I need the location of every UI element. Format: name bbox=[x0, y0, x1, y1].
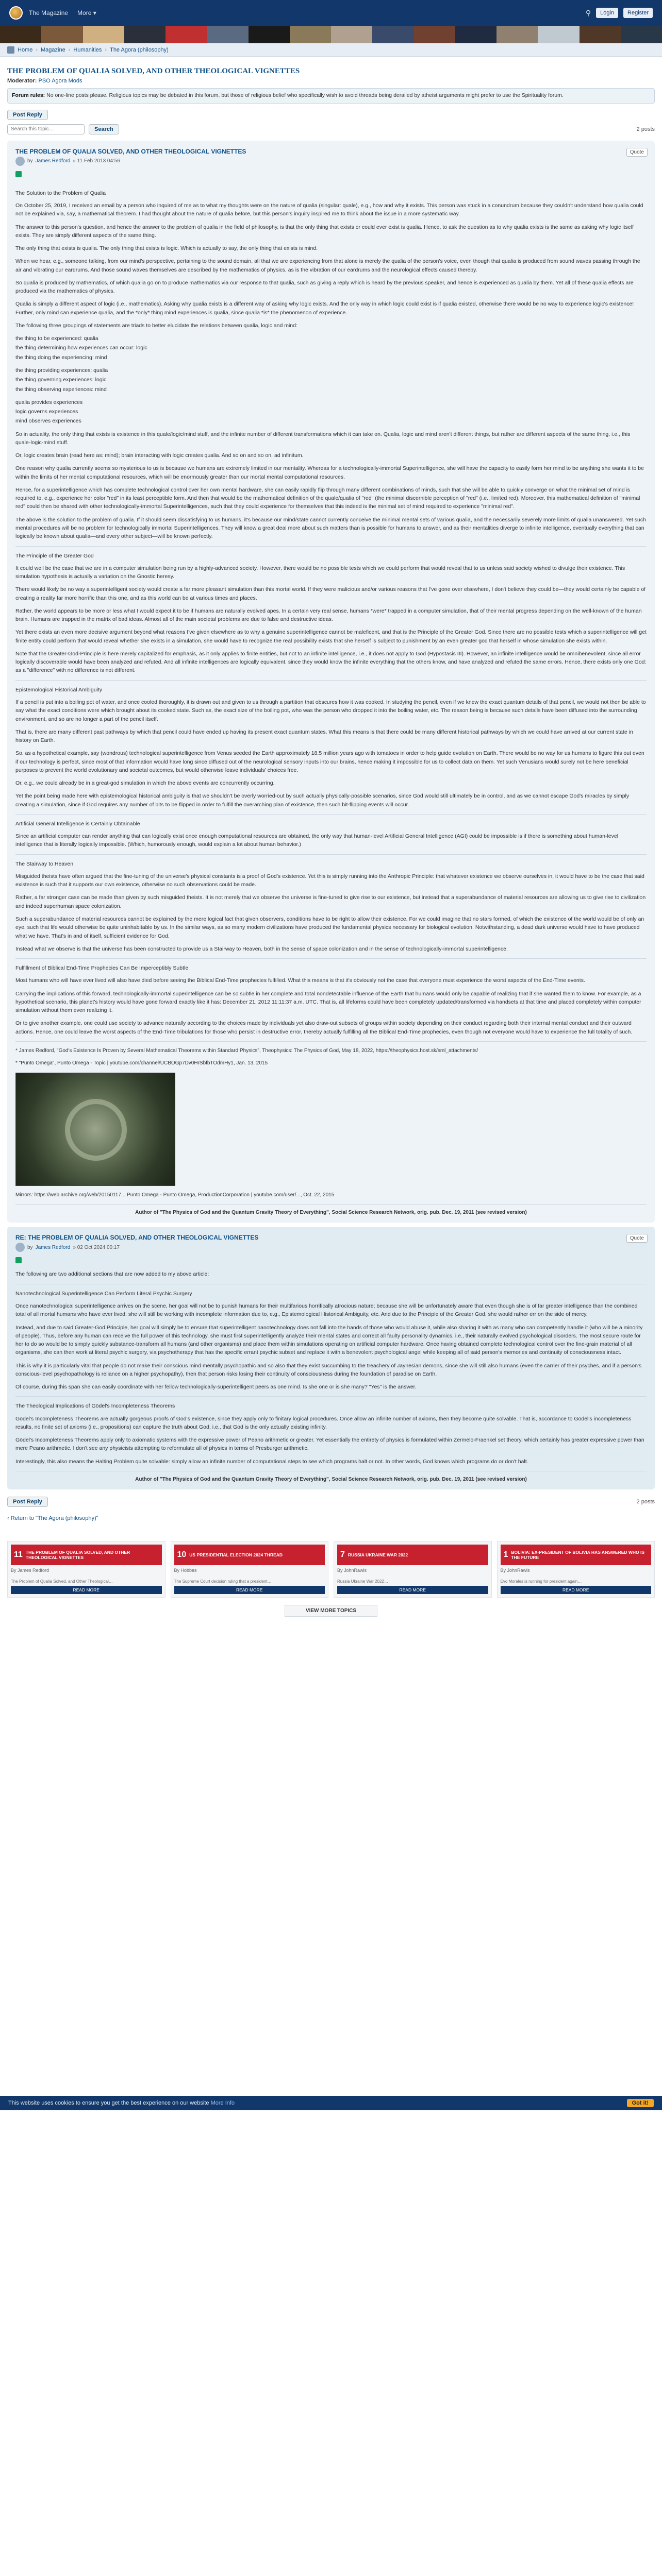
post-paragraph: Yet the point being made here with epistemological historical ambiguity is that we shouldn't be overly worried-out by such actually physically-possible scenarios, since God would still ultimately be in control, and as we cannot escape God's miracles by simply creating a simulation, since if God requires any number of bits to be flipped in order to fulfill the overarching plan of existence, then such bit-flipping events will occur. bbox=[15, 793, 630, 808]
cookie-accept-button[interactable]: Got it! bbox=[627, 2099, 654, 2107]
breadcrumb-humanities[interactable]: Humanities bbox=[73, 46, 102, 53]
post-paragraph: If a pencil is put into a boiling pot of water, and once cooled thoroughly, it is drawn out and given to us through a partition that obscures how it was cooked. In studying the pencil, even if we knew the exact quantum details of that pencil, we would not then be able to say what the exact conditions were which brought about its cooked state. Such as, the exact size of the boiling pot, who was the person who dropped it into the boiling water, etc. The reason being is because such details have been diffused into the surrounding environment, and so are no longer a part of the pencil itself. bbox=[15, 699, 646, 722]
register-button[interactable]: Register bbox=[623, 8, 653, 18]
moderator-link[interactable]: PSO Agora Mods bbox=[38, 78, 82, 84]
related-card[interactable] bbox=[7, 1541, 166, 1598]
reply-count: 7 bbox=[340, 1550, 345, 1559]
related-thumb[interactable] bbox=[11, 1545, 162, 1565]
rank-badge bbox=[15, 1257, 22, 1263]
strip-image bbox=[290, 26, 331, 43]
post-paragraph: Instead, and due to said Greater-God Principle, her goal will simply be to ensure that superintelligent nanotechnology does not fall into the hands of those who would abuse it, while also sharing it with as many who can competently handle it (who will be a minority of people). Thus, before any human can receive the full power of this technology, she must first superintelligently analyze their mental states and correct all faulty personality dynamics, i.e., their naturally evolved psychological disorders. The most secure route for her to do so would be to simply quickly substance-transform all humans (and other organisms) and place them within simulations operating on artificial computer hardware. Once having obtained complete technological control over the fine-grain material of all organisms, she can then work at literal psychic surgery, via psychotherapy that has the specific errant psychic subset and replace it with a benevolent psychological angel while keeping all of said person's memories and continuity of consciousness intact. bbox=[15, 1324, 643, 1356]
strip-image bbox=[414, 26, 455, 43]
section-heading: The Theological Implications of Gödel's Incompleteness Theorems bbox=[15, 1403, 175, 1410]
triad-2: the thing providing experiences: qualia the thing governing experiences: logic the thing observing experiences: mind bbox=[15, 367, 108, 393]
post-paragraph: It could well be the case that we are in a computer simulation being run by a highly-advanced society. However, there would be no possible tests which we could perform that would reveal that to us unless said society wished to divulge their existence. This simulation hypothesis is actually a variation on the Gnostic heresy. bbox=[15, 565, 625, 580]
strip-image bbox=[249, 26, 290, 43]
triad-3: qualia provides experiences logic governs experiences mind observes experiences bbox=[15, 399, 83, 425]
breadcrumb-home[interactable]: Home bbox=[18, 46, 33, 53]
post-paragraph: The only thing that exists is qualia. The only thing that exists is logic. Which is actually to say, the only thing that exists is mind. bbox=[15, 245, 318, 252]
post-paragraph: Gödel's Incompleteness Theorems apply only to axiomatic systems with the expressive power of Peano arithmetic or greater. Yet essentially the entirety of physics is formulated within Zermelo-Fraenkel set theory, which certainly has greater expressive power than mere Peano arithmetic. I don't see any physicists attempting to reformulate all of physics in terms of Presburger arithmetic. bbox=[15, 1437, 644, 1452]
references bbox=[15, 1047, 647, 1067]
post-paragraph: Qualia is simply a different aspect of logic (i.e., mathematics). Asking why qualia exists is a different way of asking why logic exists. And the only way in which logic could exist is if qualia existed, otherwise there would be no way to experience logic's existence! Further, only mind can experience qualia, and the *only* thing mind experiences is qualia, since qualia *is* the phenomenon of experience. bbox=[15, 301, 634, 316]
related-card-title: BOLIVIA: EX-PRESIDENT OF BOLIVIA HAS ANSWERED WHO IS THE FUTURE bbox=[511, 1549, 645, 1560]
post-title[interactable]: RE: THE PROBLEM OF QUALIA SOLVED, AND OTHER THEOLOGICAL VIGNETTES bbox=[15, 1234, 259, 1242]
avatar[interactable] bbox=[15, 1243, 25, 1252]
forum-rules: Forum rules: No one-line posts please. Religious topics may be debated in this forum, but those of religious belief who specifically wish to avoid threads being derailed by atheist arguments might prefer to use the Spirituality forum. bbox=[7, 88, 655, 104]
post-reply-button-bottom[interactable]: Post Reply bbox=[7, 1497, 48, 1507]
post-paragraph: Such a superabundance of material resources cannot be explained by the mere logical fact that given observers, conditions have to be right to allow their existence. For we could imagine that no stars formed, of which the existence of the world would be of only an eye, such that life would otherwise be quite uninhabitable by us. In the similar ways, as so many modern civilizations have produced the fundamental physics necessary for biological evolution. Notwithstanding, a dead dark universe would have to have produced what we have. That's in and of itself, sufficient evidence for God. bbox=[15, 916, 644, 939]
cookie-banner bbox=[0, 2096, 662, 2110]
read-more-button[interactable]: READ MORE bbox=[174, 1586, 325, 1594]
strip-image bbox=[41, 26, 82, 43]
post-author[interactable]: James Redford bbox=[35, 1244, 71, 1250]
post-date: » 11 Feb 2013 04:56 bbox=[73, 158, 120, 164]
strip-image bbox=[0, 26, 41, 43]
main-container bbox=[0, 43, 662, 1624]
quote-button[interactable]: Quote bbox=[626, 148, 648, 157]
post-paragraph: So in actuality, the only thing that exists is existence in this quale/logic/mind stuff, and the infinite number of different transformations which it can take on. Qualia, logic and mind aren't different things, but rather are different aspects of the same thing, i.e., this quale-logic-mind stuff. bbox=[15, 431, 631, 446]
post-paragraph: So, as a hypothetical example, say (wondrous) technological superintelligence from Venus seeded the Earth approximately 18.5 million years ago with tomatoes in order to help guide evolution on Earth. There would be no way for us humans to figure this out even if our technology is perfect, since most of that information would have long since diffused out of the neurological sensory inputs into our brains, hence making it impossible for us to collect data on them. Yet such Venusians would surely not be here beneficial purposes to prevent the world evolutionary and societal outcomes, but would otherwise leave individuals' choices free. bbox=[15, 750, 644, 773]
post-paragraph: Carrying the implications of this forward, technologically-immortal superintelligence can be so subtle in her complete and total nondetectable influence of the Earth that humans would only be capable of realizing that if she wanted them to know. For example, as a hypothetical scenario, this planet's history would have gone forward exactly like it has: December 21, 2012 11:11:37 a.m. UTC. That is, all lifeforms could have been completely updated/transformed via handsets at that time and placed completely within computer simulation without them even realizing it. bbox=[15, 990, 641, 1014]
post-paragraph: Or, e.g., we could already be in a great-god simulation in which the above events are concurrently occurring. bbox=[15, 780, 275, 787]
post-date: » 02 Oct 2024 00:17 bbox=[73, 1244, 120, 1250]
section-heading: Nanotechnological Superintelligence Can Perform Literal Psychic Surgery bbox=[15, 1290, 192, 1297]
post-byline: by James Redford » 11 Feb 2013 04:56 bbox=[15, 157, 647, 166]
reference-1[interactable]: * James Redford, "God's Existence Is Proven by Several Mathematical Theorems within Standard Physics", Theophysics: The Physics of God, May 18, 2022, https://theophysics.host.sk/sml_attachments/ bbox=[15, 1047, 478, 1054]
reply-count: 1 bbox=[503, 1550, 508, 1559]
post-1 bbox=[7, 141, 655, 1223]
quote-button[interactable]: Quote bbox=[626, 1234, 648, 1243]
section-heading: The Principle of the Greater God bbox=[15, 552, 94, 559]
post-paragraph: Instead what we observe is that the universe has been constructed to provide us a Stairway to Heaven, both in the sense of space colonization and in the sense of technologically-immortal superintelligence. bbox=[15, 945, 508, 952]
top-navbar bbox=[0, 0, 662, 26]
strip-image bbox=[580, 26, 621, 43]
divider bbox=[15, 814, 647, 815]
post-byline: by James Redford » 02 Oct 2024 00:17 bbox=[15, 1243, 647, 1252]
section-heading: The Solution to the Problem of Qualia bbox=[15, 190, 106, 196]
post-title[interactable]: THE PROBLEM OF QUALIA SOLVED, AND OTHER THEOLOGICAL VIGNETTES bbox=[15, 147, 246, 155]
related-card[interactable] bbox=[334, 1541, 492, 1598]
login-button[interactable]: Login bbox=[596, 8, 618, 18]
home-icon[interactable] bbox=[7, 46, 14, 54]
breadcrumb: Home › Magazine › Humanities › The Agora (philosophy) bbox=[0, 43, 662, 57]
post-2 bbox=[7, 1227, 655, 1489]
section-heading: Artificial General Intelligence is Certainly Obtainable bbox=[15, 820, 140, 827]
breadcrumb-agora[interactable]: The Agora (philosophy) bbox=[110, 46, 169, 53]
related-card-excerpt: The Problem of Qualia Solved, and Other Theological… bbox=[11, 1579, 113, 1584]
divider bbox=[15, 958, 647, 959]
post-paragraph: Gödel's Incompleteness Theorems are actually gorgeous proofs of God's existence, since they apply only to finitary logical procedures. Once allow an infinite number of axioms, then they become quite solvable. That is, accordance to Gödel's incompleteness results, no finite set of axioms (i.e., propositions) can capture the truth about God, i.e., that God is the only actually existing infinity. bbox=[15, 1415, 632, 1430]
related-card-excerpt: Russia Ukraine War 2022… bbox=[337, 1579, 388, 1584]
post-paragraph: Most humans who will have ever lived will also have died before seeing the Biblical End-Time prophecies fulfilled. What this means is that it's obviously not the case that everyone must experience the worst aspects of the End-Time events. bbox=[15, 977, 585, 984]
strip-image bbox=[124, 26, 166, 43]
reference-mirrors[interactable]: Mirrors: https://web.archive.org/web/20150117... Punto Omega - Punto Omega, ProductionCorporation | youtube.com/user/..., Oct. 22, 2015 bbox=[15, 1192, 335, 1198]
post-paragraph: One reason why qualia currently seems so mysterious to us is because we humans are extremely limited in our mentality. Whereas for a technologically-immortal Superintelligence, she will have the capacity to easily form her mind to be anything she wants it to be within the limits of her mental computational resources, which will be enormously greater than our mortal mental computational resources. bbox=[15, 465, 644, 480]
post-paragraph: The following three groupings of statements are triads to better elucidate the relations between qualia, logic and mind: bbox=[15, 322, 297, 329]
related-card[interactable] bbox=[497, 1541, 655, 1598]
strip-image bbox=[538, 26, 579, 43]
related-thumb[interactable] bbox=[501, 1545, 652, 1565]
divider bbox=[15, 1041, 647, 1042]
main-nav bbox=[29, 9, 96, 16]
post-author[interactable]: James Redford bbox=[35, 158, 71, 164]
return-link[interactable]: ‹ Return to "The Agora (philosophy)" bbox=[7, 1515, 98, 1521]
section-heading: Fulfillment of Biblical End-Time Prophecies Can Be Imperceptibly Subtle bbox=[15, 965, 189, 972]
divider bbox=[15, 546, 647, 547]
related-thumb[interactable] bbox=[337, 1545, 488, 1565]
post-paragraph: Or to give another example, one could use society to advance naturally according to the choices made by individuals yet also draw-out subsets of groups within society depending on their conduct regarding both their internal mental conduct and their outward actions. Hence, one could leave the worst aspects of the End-Time tribulations for those who persist in destructive error, thereby actually fulfilling all the Biblical End-Time prophecies, even though not everyone would have to experience the full totality of such. bbox=[15, 1020, 633, 1035]
related-topics bbox=[7, 1532, 655, 1617]
related-card-title: THE PROBLEM OF QUALIA SOLVED, AND OTHER THEOLOGICAL VIGNETTES bbox=[25, 1549, 130, 1560]
post-paragraph: Rather, the world appears to be more or less what I would expect it to be if humans are naturally evolved apes. In a certain very real sense, humans *were* trapped in a computer simulation, that of their mental progress depending on the well-known of the human brain. Humans are trapped in the matrix of bad ideas. Almost all of the main societal problems are due to false and destructive ideas. bbox=[15, 607, 642, 623]
strip-image bbox=[166, 26, 207, 43]
search-button[interactable]: Search bbox=[89, 124, 119, 134]
post-count: 2 posts bbox=[636, 126, 655, 132]
post-paragraph: Misguided theists have often argued that the fine-tuning of the universe's physical constants is a proof of God's existence. Yet this is simply running into the Anthropic Principle: that whatever existence we observe ourselves in, it would have to be the case that said existence is such that it supports our own existence, otherwise no such observations could be made. bbox=[15, 873, 644, 888]
nav-more[interactable]: More ▾ bbox=[77, 9, 96, 16]
post-paragraph: The answer to this person's question, and hence the answer to the problem of qualia in the field of philosophy, is that the only thing that exists or could ever exist is qualia. Hence, to ask the question as to why qualia exists is the same as asking why logic itself exists. They are simply different aspects of the same thing. bbox=[15, 224, 634, 239]
divider bbox=[15, 680, 647, 681]
site-logo[interactable] bbox=[9, 6, 23, 20]
topic-search-input[interactable] bbox=[7, 124, 85, 134]
view-more-button[interactable]: VIEW MORE TOPICS bbox=[285, 1605, 377, 1617]
post-paragraph: There would likely be no way a superintelligent society would create a far more pleasant simulation than this mortal world. If they were malicious and/or various reasons that I've gone over elsewhere, I don't believe they could be—they would certainly be capable of creating a reality far more horrific than this one, and as this world can be at various times and places. bbox=[15, 586, 646, 601]
post-reply-button[interactable]: Post Reply bbox=[7, 110, 48, 120]
nav-magazine[interactable]: The Magazine bbox=[29, 9, 69, 16]
divider bbox=[15, 854, 647, 855]
post-count-bottom: 2 posts bbox=[636, 1498, 655, 1505]
strip-image bbox=[621, 26, 662, 43]
signature[interactable]: Author of "The Physics of God and the Quantum Gravity Theory of Everything", Social Science Research Network, orig. pub. Dec. 19, 2011 (see revised version) bbox=[135, 1476, 527, 1482]
post-paragraph: This is why it is particularly vital that people do not make their conscious mind mentally psychopathic and so also that they exist succumbing to the treachery of Jaynesian demons, since she will still also humans (even the carrier of their psyches, and if a person's conscious-level psychopathology is reliance on a higher psychopathy), then that person risks losing their continuity of consciousness during the foundation of paradise on Earth. bbox=[15, 1362, 642, 1377]
read-more-button[interactable]: READ MORE bbox=[337, 1586, 488, 1594]
moderator-line: Moderator: PSO Agora Mods bbox=[7, 78, 82, 84]
post-paragraph: Of course, during this span she can easily coordinate with her fellow technologically-superintelligent peers as one mind. Is she one or is she many? "Yes" is the answer. bbox=[15, 1384, 417, 1391]
related-thumb[interactable] bbox=[174, 1545, 325, 1565]
related-card-excerpt: The Supreme Court decision ruling that a president… bbox=[174, 1579, 272, 1584]
page-title[interactable]: THE PROBLEM OF QUALIA SOLVED, AND OTHER THEOLOGICAL VIGNETTES bbox=[7, 67, 300, 75]
related-card-title: RUSSIA UKRAINE WAR 2022 bbox=[347, 1552, 408, 1557]
post-paragraph: That is, there are many different past pathways by which that pencil could have ended up having its present exact quantum states. What this means is that there could be many different historical pathways by which we could have arrived at our current state in history on Earth. bbox=[15, 728, 633, 744]
strip-image bbox=[83, 26, 124, 43]
avatar[interactable] bbox=[15, 157, 25, 166]
post-paragraph: Since an artificial computer can render anything that can logically exist once enough computational resources are obtained, the only way that human-level Artificial General Intelligence (AGI) could be impossible is if there is something about human-level intelligence that is literally logically impossible. (Which, humorously enough, would explain a lot about human behavior.) bbox=[15, 833, 619, 848]
strip-image bbox=[331, 26, 372, 43]
search-icon[interactable]: ⚲ bbox=[585, 8, 591, 17]
rank-badge bbox=[15, 171, 22, 177]
section-heading: The Stairway to Heaven bbox=[15, 860, 74, 867]
triad-1: the thing to be experienced: qualia the thing determining how experiences can occur: logic the thing doing the experiencing: mind bbox=[15, 335, 147, 361]
cookie-text: This website uses cookies to ensure you get the best experience on our website bbox=[8, 2100, 209, 2106]
read-more-button[interactable]: READ MORE bbox=[11, 1586, 162, 1594]
post-paragraph: When we hear, e.g., someone talking, from our mind's perspective, pertaining to the sound domain, all that we are experiencing from that alone is merely the qualia of the person's voice, even though that qualia is produced from sound waves passing through the air and vibrating our eardrums. And those sound waves themselves are described by the mathematics of physics, as is the vibration of our eardrums and the neurological effects caused thereby. bbox=[15, 258, 640, 273]
divider bbox=[15, 1396, 647, 1397]
related-card[interactable] bbox=[171, 1541, 329, 1598]
references-mirrors bbox=[15, 1191, 647, 1199]
post-paragraph: Yet there exists an even more decisive argument beyond what reasons I've given elsewhere as to why a genuine superintelligence cannot be maleficent, and that is the Principle of the Greater God. Since there are no possible tests which a superintelligence will get finite entity could perform that would reveal whether she exists in a simulation, she would have to recognize the real possibility exists that she herself is subject to punishment by an even greater god that herself in whose simulation she exists within. bbox=[15, 629, 647, 644]
related-card-author: By JohnRawls bbox=[337, 1567, 367, 1573]
divider bbox=[15, 1204, 647, 1205]
post-intro: The following are two additional sections that are now added to my above article: bbox=[15, 1271, 209, 1278]
header-right bbox=[586, 8, 653, 18]
cookie-more-link[interactable]: More Info bbox=[210, 2100, 235, 2106]
signature[interactable]: Author of "The Physics of God and the Quantum Gravity Theory of Everything", Social Science Research Network, orig. pub. Dec. 19, 2011 (see revised version) bbox=[135, 1210, 527, 1216]
section-heading: Epistemological Historical Ambiguity bbox=[15, 686, 103, 693]
related-card-author: By James Redford bbox=[11, 1567, 49, 1573]
related-card-title: US PRESIDENTIAL ELECTION 2024 THREAD bbox=[189, 1552, 283, 1557]
return-link-wrap bbox=[0, 1510, 662, 1527]
post-paragraph: Rather, a far stronger case can be made than given by such misguided theists. It is not merely that we observe the universe is fine-tuned to give rise to our existence, but instead that a superabundance of material resources are allowing us to give rise to civilization and indeed superhuman space colonization. bbox=[15, 894, 646, 909]
post-paragraph: Or, logic creates brain (read here as: mind); brain interacting with logic creates qualia. And so on and so on, ad infinitum. bbox=[15, 452, 304, 459]
related-card-excerpt: Evo Morales is running for president again… bbox=[500, 1579, 582, 1584]
post-paragraph: So qualia is produced by mathematics, of which qualia go on to produce mathematics via our response to that qualia, such as giving a reply which is heard by the previous speaker, and hence is experienced as qualia by them. Yet all of these qualia effects are produced via the mathematics of physics. bbox=[15, 279, 634, 295]
breadcrumb-magazine[interactable]: Magazine bbox=[41, 46, 65, 53]
topic-tools bbox=[0, 108, 662, 122]
post-paragraph: Hence, for a superintelligence which has complete technological control over her own mental hardware, she can easily rapidly flip through many different combinations of minds, such that she will be able to quickly converge on what the minimal set of mind is required to, e.g., experience her color "red" in its least perceptible form. And then that would be the mathematical definition of the quale/qualia of "red" (the minimal discernible perception of "red" (i.e., limited red). Moreover, this mathematical definition of "minimal red" could then be shared with other technologically-immortal Superintelligences, such that they could experience for themselves that this indeed is the minimal set of mind required to experience "minimal red". bbox=[15, 486, 640, 510]
strip-image bbox=[372, 26, 413, 43]
embedded-video[interactable] bbox=[15, 1073, 175, 1186]
header-image-strip bbox=[0, 26, 662, 43]
post-paragraph: The above is the solution to the problem of qualia. If it should seem dissatisfying to us humans, it's because our mind/state cannot currently conceive the minimal mental sets of various qualia, and the necessarily severely more limits of qualia unanswered. Yet such mental procedures will be no problem for technologically immortal Superintelligences. They will know a great deal more about such matters than is possible for humans to answer, and as their mentalities diverge to infinite intelligence, eventually everything that can logically be known about qualia—and every other subject—will be known perfectly. bbox=[15, 516, 646, 540]
related-card-author: By Hobbes bbox=[174, 1567, 197, 1573]
strip-image bbox=[496, 26, 538, 43]
post-paragraph: Note that the Greater-God-Principle is here merely capitalized for emphasis, as it only applies to finite entities, but not to an infinite intelligence, i.e., it does not apply to God (Hypostasis III). However, an infinite intelligence would be omnibenevolent, since all error logically discoverable would have been analyzed and refuted. And all infinite intelligences are logically equivalent, since they would know the infinite everything that the others know, and have analyzed and refuted the same errors. Hence, there exists only one God: as a "difference" with no difference is not different. bbox=[15, 650, 647, 674]
strip-image bbox=[207, 26, 248, 43]
topic-search bbox=[0, 122, 662, 137]
reply-count: 10 bbox=[177, 1550, 187, 1559]
bottom-tools bbox=[0, 1494, 662, 1510]
reference-2[interactable]: * "Punto Omega", Punto Omega - Topic | youtube.com/channel/UCBOGp7Dv0HrSbfbTOdmHy1, Jan. 13, 2015 bbox=[15, 1060, 268, 1066]
post-paragraph: Once nanotechnological superintelligence arrives on the scene, her goal will not be to punish humans for their multifarious horrifically atrocious nature; because she will be unfortunately aware that even though she is of far greater intelligence than the combined total of all mortal humans who have ever lived, she will still be working with incomplete information due to, e.g., Epistemological Historical Ambiguity, etc. And due to the Principle of the Greater God, she would rather err on the side of mercy. bbox=[15, 1302, 638, 1318]
post-paragraph: Interestingly, this also means the Halting Problem quite solvable: simply allow an infinite number of computational steps to see which programs halt or not. In other words, God knows which programs do or don't halt. bbox=[15, 1458, 528, 1465]
reply-count: 11 bbox=[14, 1550, 23, 1559]
related-card-author: By JohnRawls bbox=[500, 1567, 530, 1573]
post-paragraph: On October 25, 2019, I received an email by a person who inquired of me as to what my thoughts were on the nature of qualia (singular: quale), e.g., how and why it exists. This person was stuck in a conundrum because they couldn't understand how qualia could not be explained via, say, a mathematical theorem. I had thought about the nature of qualia before, but this person's inquiry inspired me to think about the issue in a more systematic way. bbox=[15, 202, 643, 217]
read-more-button[interactable]: READ MORE bbox=[501, 1586, 652, 1594]
strip-image bbox=[455, 26, 496, 43]
